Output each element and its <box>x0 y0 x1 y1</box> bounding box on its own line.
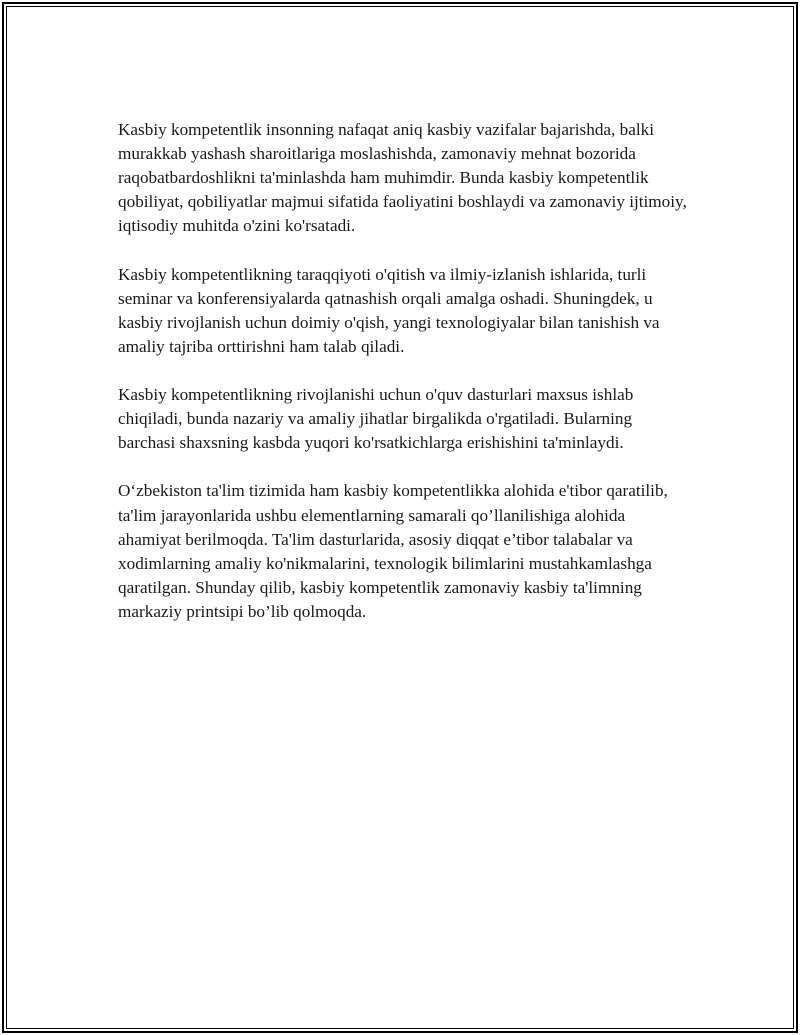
paragraph-2: Kasbiy kompetentlikning taraqqiyoti o'qitish va ilmiy-izlanish ishlarida, turli seminar va konferensiyalarda qatnashish orqali amalga oshadi. Shuningdek, u kasbiy rivojlanish uchun doimiy o'qish, yangi texnologiyalar bilan tanishish va amaliy tajriba orttirishni ham talab qiladi. <box>118 264 660 356</box>
paragraph-1: Kasbiy kompetentlik insonning nafaqat aniq kasbiy vazifalar bajarishda, balki murakkab yashash sharoitlariga moslashishda, zamonaviy mehnat bozorida raqobatbardoshlikni ta'minlashda ham muhimdir. Bunda kasbiy kompetentlik qobiliyat, qobiliyatlar majmui sifatida faoliyatini boshlaydi va zamonaviy ijtimoiy, iqtisodiy muhitda o'zini ko'rsatadi. <box>118 120 687 236</box>
document-body <box>118 118 688 648</box>
paragraph-3: Kasbiy kompetentlikning rivojlanishi uchun o'quv dasturlari maxsus ishlab chiqiladi, bunda nazariy va amaliy jihatlar birgalikda o'rgatiladi. Bularning barchasi shaxsning kasbda yuqori ko'rsatkichlarga erishishini ta'minlaydi. <box>118 385 634 453</box>
paragraph-4: O‘zbekiston ta'lim tizimida ham kasbiy kompetentlikka alohida e'tibor qaratilib, ta'lim jarayonlarida ushbu elementlarning samarali qo’llanilishiga alohida ahamiyat berilmoqda. Ta'lim dasturlarida, asosiy diqqat e’tibor talabalar va xodimlarning amaliy ko'nikmalarini, texnologik bilimlarini mustahkamlashga qaratilgan. Shunday qilib, kasbiy kompetentlik zamonaviy kasbiy ta'limning markaziy printsipi bo’lib qolmoqda. <box>118 481 668 621</box>
